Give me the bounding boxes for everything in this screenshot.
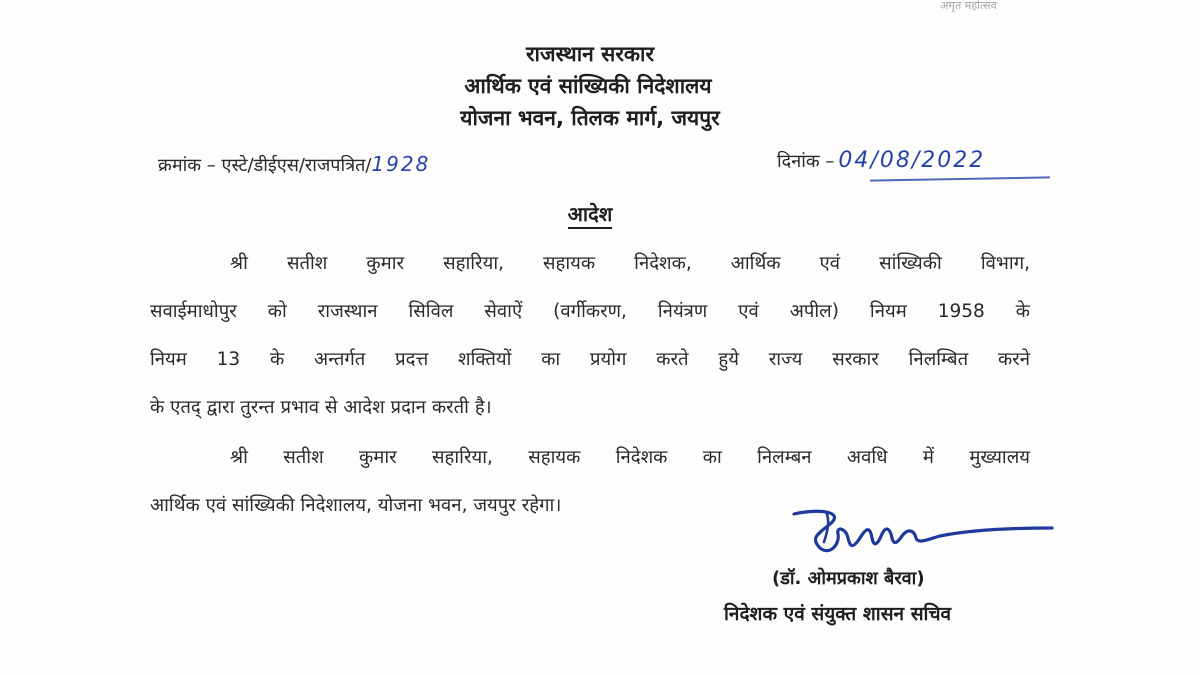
header-address: योजना भवन, तिलक मार्ग, जयपुर — [460, 106, 720, 130]
reference-prefix: क्रमांक – एस्टे/डीईएस/राजपत्रित/ — [158, 155, 372, 176]
header-department: आर्थिक एवं सांख्यिकी निदेशालय — [464, 74, 712, 98]
reference-handwritten-number: 1928 — [371, 152, 431, 176]
date-handwritten-value: 04/08/2022 — [838, 148, 986, 173]
paragraph-line: के एतद् द्वारा तुरन्त प्रभाव से आदेश प्रदान करती है। — [150, 397, 492, 418]
order-paragraph-1 — [150, 240, 1030, 432]
paragraph-line: श्री सतीश कुमार सहारिया, सहायक निदेशक का निलम्बन अवधि में मुख्यालय — [230, 447, 1030, 468]
watermark: अमृत महोत्सव — [940, 0, 997, 12]
signatory-designation: निदेशक एवं संयुक्त शासन सचिव — [724, 603, 952, 625]
date-field — [777, 148, 985, 173]
date-label: दिनांक – — [777, 151, 835, 172]
paragraph-line: सवाईमाधोपुर को राजस्थान सिविल सेवाऐं (वर्गीकरण, नियंत्रण एवं अपील) नियम 1958 के — [150, 301, 1030, 322]
order-title-text: आदेश — [568, 202, 613, 229]
order-title — [0, 200, 1180, 227]
date-underline — [870, 176, 1050, 181]
header-government: राजस्थान सरकार — [525, 42, 655, 66]
paragraph-line: नियम 13 के अन्तर्गत प्रदत्त शक्तियों का प्रयोग करते हुये राज्य सरकार निलम्बित करने — [150, 349, 1030, 370]
signatory-name: (डॉ. ओमप्रकाश बैरवा) — [772, 568, 925, 589]
reference-number — [158, 152, 430, 177]
paragraph-line: आर्थिक एवं सांख्यिकी निदेशालय, योजना भवन, जयपुर रहेगा। — [150, 495, 562, 516]
handwritten-signature — [790, 508, 1060, 566]
paragraph-line: श्री सतीश कुमार सहारिया, सहायक निदेशक, आर्थिक एवं सांख्यिकी विभाग, — [230, 253, 1030, 274]
